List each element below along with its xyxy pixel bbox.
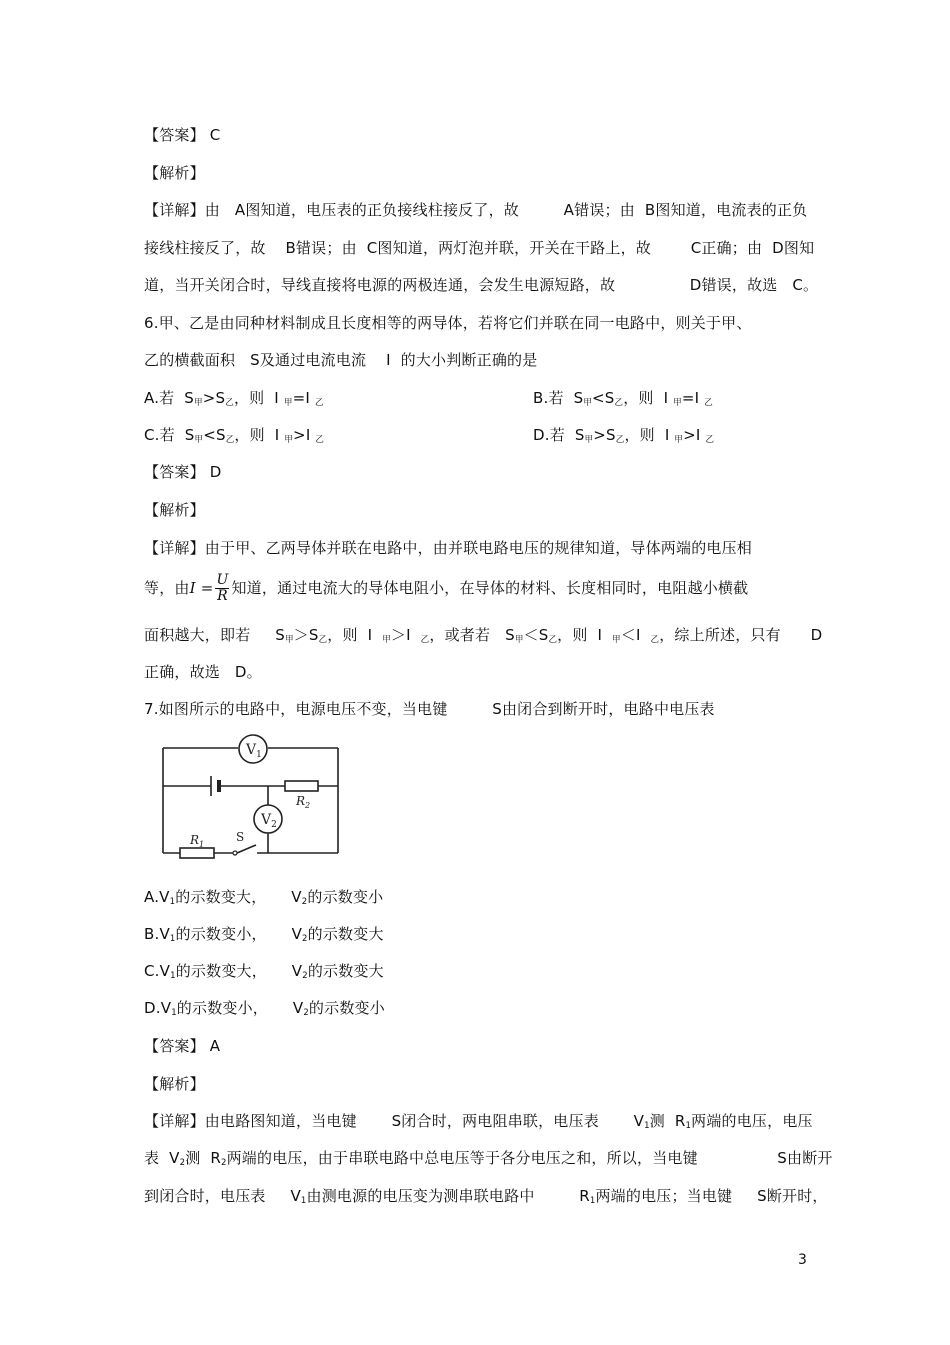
q6-stem-line-2: 乙的横截面积 S及通过电流电流 I 的大小判断正确的是	[144, 351, 538, 369]
q7-option-b: $B.V_1$的示数变小， $V_2$的示数变大	[144, 925, 384, 944]
q5-detail-line-2: 接线柱接反了，故 B错误；由 C图知道，两灯泡并联，开关在干路上，故 C正确；由 D图知	[144, 239, 815, 257]
svg-text:V2: $V_2$	[261, 812, 277, 830]
q5-analysis-heading: 【解析】	[144, 164, 205, 182]
q6-analysis-heading: 【解析】	[144, 501, 205, 519]
resistor-r1	[180, 848, 214, 858]
formula-fraction: $\frac{U}{R}$	[216, 572, 229, 604]
q7-option-c: $C.V_1$的示数变大， $V_2$的示数变大	[144, 962, 384, 981]
svg-text:S: S	[236, 830, 245, 844]
q5-answer: 【答案】 C	[144, 126, 221, 144]
formula-lhs: I =	[189, 579, 214, 597]
q6-detail-line-4: 正确，故选 D。	[144, 663, 262, 681]
svg-text:R2: $R_2$	[296, 794, 311, 810]
q7-detail-line-3: 到闭合时，电压表 $V_1$由测电源的电压变为测串联电路中 $R_1$两端的电压；当电键 S断开时，	[144, 1187, 828, 1206]
q6-option-b: B.若 $S_甲<S_乙$，则 I $_甲$=I $_乙$	[533, 389, 713, 408]
q7-option-d: $D.V_1$的示数变小， $V_2$的示数变小	[144, 999, 385, 1018]
q7-answer: 【答案】 A	[144, 1037, 221, 1055]
q7-analysis-heading: 【解析】	[144, 1075, 205, 1093]
q6-detail-line-2: 等，由I = $\frac{U}{R}$ 知道，通过电流大的导体电阻小，在导体的材料、长度相同时，电阻越小横截	[144, 572, 749, 604]
q6-option-c: C.若 $S_甲<S_乙$，则 I $_甲$>I $_乙$	[144, 426, 325, 445]
switch-s	[237, 845, 256, 853]
q5-detail-line-1: 【详解】由 A图知道，电压表的正负接线柱接反了，故 A错误；由 B图知道，电流表的正负	[144, 201, 808, 219]
q6-option-d: D.若 $S_甲>S_乙$，则 I $_甲$>I $_乙$	[533, 426, 715, 445]
q7-stem: 7.如图所示的电路中，电源电压不变，当电键 S由闭合到断开时，电路中电压表	[144, 700, 715, 718]
page-number: 3	[798, 1252, 807, 1268]
q7-option-a: $A.V_1$的示数变大， $V_2$的示数变小	[144, 888, 384, 907]
svg-text:V1: $V_1$	[246, 742, 262, 760]
svg-text:R1: $R_1$	[190, 833, 205, 849]
q6-option-a: A.若 $S_甲>S_乙$，则 I $_甲$=I $_乙$	[144, 389, 324, 408]
q7-detail-line-1: 【详解】由电路图知道，当电键 S闭合时，两电阻串联，电压表 $V_1$测 $R_1$两端的电压，电压	[144, 1112, 813, 1131]
q6-detail-line-1: 【详解】由于甲、乙两导体并联在电路中，由并联电路电压的规律知道，导体两端的电压相	[144, 539, 753, 557]
q6-detail-line-3: 面积越大，即若 $S_甲>S_乙$，则 I $_甲$＞I $_乙$，或者若 $S_甲<S_乙$，则 I $_甲$＜I $_乙$，综上所述，只有 D	[144, 626, 823, 645]
q5-detail-line-3: 道，当开关闭合时，导线直接将电源的两极连通，会发生电源短路，故 D错误，故选 C。	[144, 276, 819, 294]
q6-answer: 【答案】 D	[144, 463, 222, 481]
q7-detail-line-2: 表 $V_2$测 $R_2$两端的电压，由于串联电路中总电压等于各分电压之和，所以，当电键 S由断开	[144, 1149, 833, 1168]
circuit-diagram	[158, 733, 344, 859]
resistor-r2	[285, 781, 318, 791]
q6-stem-line-1: 6.甲、乙是由同种材料制成且长度相等的两导体，若将它们并联在同一电路中，则关于甲、	[144, 314, 752, 332]
